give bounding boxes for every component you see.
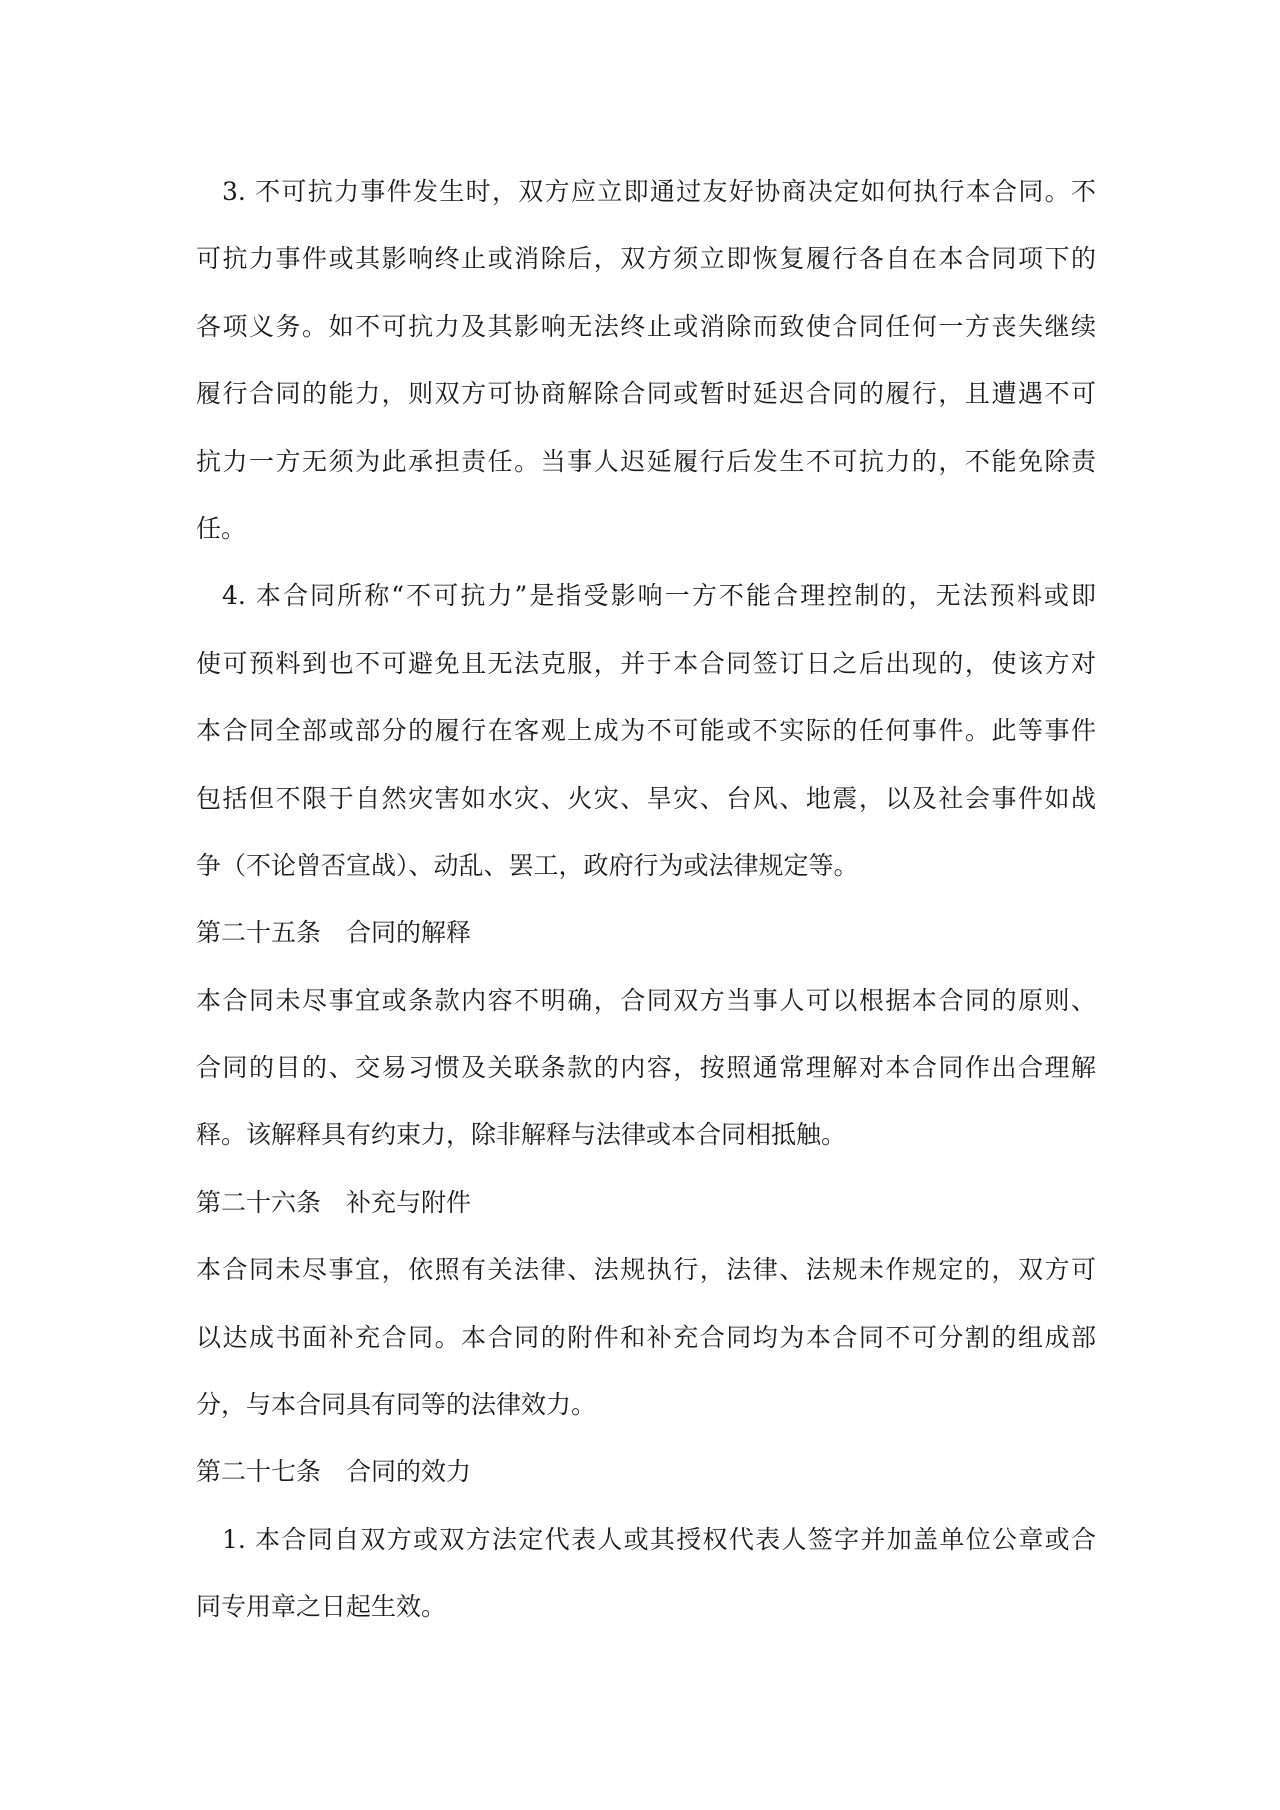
text-line: 第二十六条 补充与附件 [196,1187,472,1217]
paragraph [196,1506,1096,1641]
document-page [196,158,1096,1641]
text-line: 第二十五条 合同的解释 [196,918,472,948]
text-line: 分，与本合同具有同等的法律效力。 [196,1390,597,1420]
text-line: 各项义务。如不可抗力及其影响无法终止或消除而致使合同任何一方丧失继续 [196,311,1096,341]
text-line: 第二十七条 合同的效力 [196,1457,472,1487]
text-line: 抗力一方无须为此承担责任。当事人迟延履行后发生不可抗力的，不能免除责 [196,446,1096,476]
section-heading [196,1169,1096,1236]
section-heading [196,899,1096,966]
text-line: 4. 本合同所称“不可抗力”是指受影响一方不能合理控制的，无法预料或即 [222,581,1096,611]
text-line: 本合同未尽事宜，依照有关法律、法规执行，法律、法规未作规定的，双方可 [196,1255,1096,1285]
text-line: 使可预料到也不可避免且无法克服，并于本合同签订日之后出现的，使该方对 [196,648,1096,678]
text-line: 包括但不限于自然灾害如水灾、火灾、旱灾、台风、地震，以及社会事件如战 [196,783,1096,813]
paragraph [196,967,1096,1169]
text-line: 合同的目的、交易习惯及关联条款的内容，按照通常理解对本合同作出合理解 [196,1053,1096,1083]
paragraph [196,562,1096,899]
text-line: 履行合同的能力，则双方可协商解除合同或暂时延迟合同的履行，且遭遇不可 [196,379,1096,409]
text-line: 任。 [196,513,247,543]
text-line: 1. 本合同自双方或双方法定代表人或其授权代表人签字并加盖单位公章或合 [222,1524,1096,1554]
text-line: 释。该解释具有约束力，除非解释与法律或本合同相抵触。 [196,1120,847,1150]
text-line: 争（不论曾否宣战）、动乱、罢工，政府行为或法律规定等。 [196,850,859,880]
paragraph [196,1236,1096,1438]
text-line: 以达成书面补充合同。本合同的附件和补充合同均为本合同不可分割的组成部 [196,1322,1096,1352]
text-line: 本合同未尽事宜或条款内容不明确，合同双方当事人可以根据本合同的原则、 [196,985,1096,1015]
text-line: 可抗力事件或其影响终止或消除后，双方须立即恢复履行各自在本合同项下的 [196,244,1096,274]
text-line: 3. 不可抗力事件发生时，双方应立即通过友好协商决定如何执行本合同。不 [222,177,1096,206]
text-line: 同专用章之日起生效。 [196,1592,447,1622]
section-heading [196,1438,1096,1505]
paragraph [196,158,1096,562]
text-line: 本合同全部或部分的履行在客观上成为不可能或不实际的任何事件。此等事件 [196,716,1096,746]
